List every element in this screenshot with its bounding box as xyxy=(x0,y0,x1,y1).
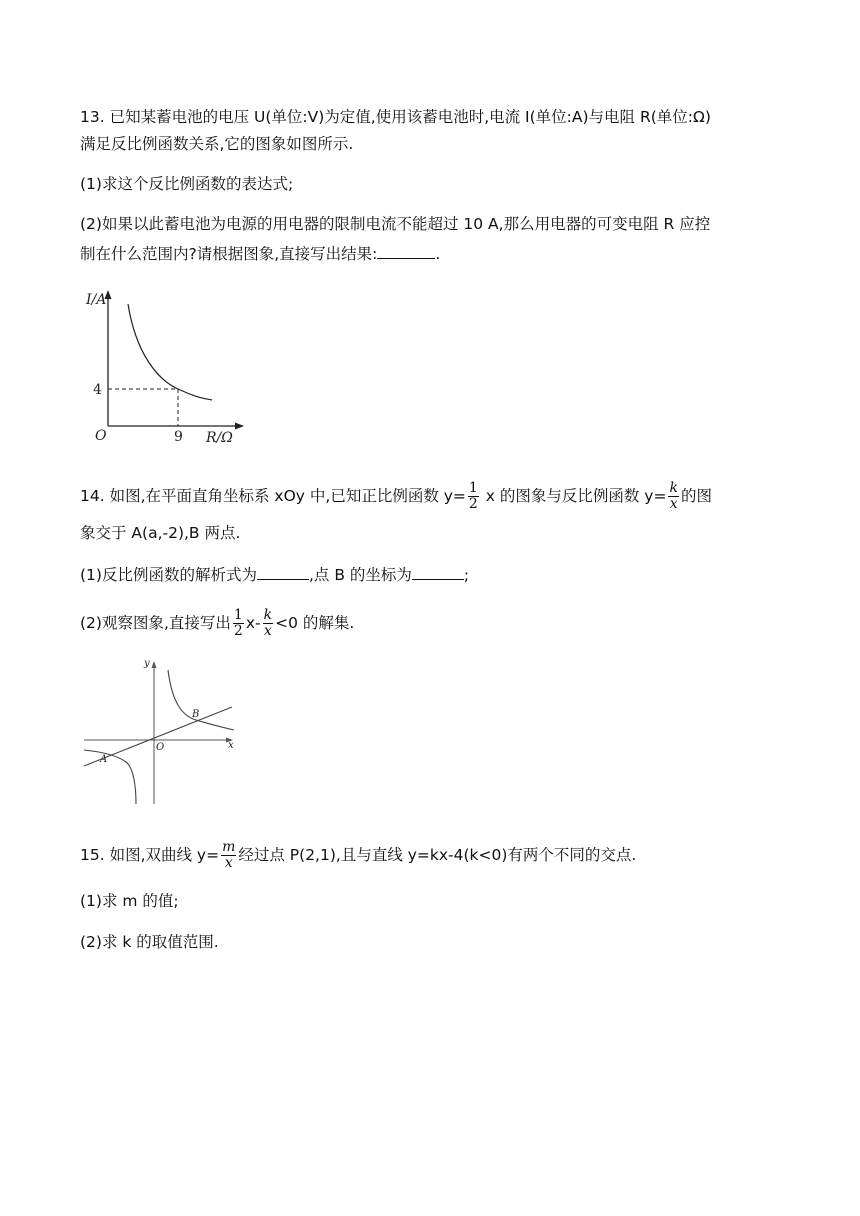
q13-part2-end: . xyxy=(435,245,441,263)
fraction-k-over-x xyxy=(263,608,273,639)
answer-blank xyxy=(257,561,309,580)
fraction-denominator: 2 xyxy=(233,623,243,639)
x-tick-label: 9 xyxy=(174,429,183,445)
fraction-denominator: 2 xyxy=(468,496,478,512)
y-axis-arrow xyxy=(152,661,157,668)
q13-part2-line1: (2)如果以此蓄电池为电源的用电器的限制电流不能超过 10 A,那么用电器的可变电阻 R 应控 xyxy=(80,215,711,233)
fraction-one-half xyxy=(468,481,479,512)
q13-part1: (1)求这个反比例函数的表达式; xyxy=(80,175,294,193)
fraction-numerator: k xyxy=(669,480,678,496)
q14-text-a: 14. 如图,在平面直角坐标系 xOy 中,已知正比例函数 y= xyxy=(80,487,466,505)
q14-graph xyxy=(82,656,242,808)
hyperbola-curve xyxy=(128,304,212,400)
y-tick-label: 4 xyxy=(93,382,102,398)
q15-text-b: 经过点 P(2,1),且与直线 y=kx-4(k<0)有两个不同的交点. xyxy=(238,846,637,864)
y-axis-label: I/A xyxy=(86,292,107,308)
q14-part2 xyxy=(80,608,354,639)
q15-part1: (1)求 m 的值; xyxy=(80,892,179,910)
q14-line2: 象交于 A(a,-2),B 两点. xyxy=(80,524,241,542)
q15-part2: (2)求 k 的取值范围. xyxy=(80,933,219,951)
hyperbola-branch-right xyxy=(168,670,234,730)
q14-part2-text-b: x- xyxy=(245,614,261,632)
fraction-denominator: x xyxy=(224,855,233,871)
origin-label: O xyxy=(156,742,165,753)
q14-text-c: 的图 xyxy=(680,487,712,505)
q14-part2-text-c: <0 的解集. xyxy=(275,614,355,632)
fraction-numerator: k xyxy=(263,607,273,623)
fraction-numerator: 1 xyxy=(233,607,243,623)
x-axis-label: R/Ω xyxy=(206,430,233,446)
q14-line1 xyxy=(80,481,712,512)
y-axis-label: y xyxy=(144,658,150,669)
fraction-denominator: x xyxy=(669,496,678,512)
fraction-m-over-x xyxy=(221,840,236,871)
x-axis-label: x xyxy=(228,740,234,751)
q14-part1-text-a: (1)反比例函数的解析式为 xyxy=(80,566,257,584)
q13-part2-line2 xyxy=(80,240,440,266)
x-axis-arrow xyxy=(235,423,244,430)
hyperbola-branch-left xyxy=(84,750,136,804)
q13-graph xyxy=(80,284,250,446)
q13-line1: 13. 已知某蓄电池的电压 U(单位:V)为定值,使用该蓄电池时,电流 I(单位:A)与电阻 R(单位:Ω) xyxy=(80,108,711,126)
q14-part1 xyxy=(80,561,469,587)
answer-blank xyxy=(377,240,435,259)
answer-blank xyxy=(412,561,464,580)
fraction-numerator: 1 xyxy=(468,480,478,496)
origin-label: O xyxy=(95,428,107,444)
q14-part1-text-b: ,点 B 的坐标为 xyxy=(308,566,412,584)
q14-text-b: x 的图象与反比例函数 y= xyxy=(485,487,667,505)
q15-text-a: 15. 如图,双曲线 y= xyxy=(80,846,220,864)
q14-part1-text-c: ; xyxy=(463,566,470,584)
q13-part2-text: 制在什么范围内?请根据图象,直接写出结果: xyxy=(80,245,378,263)
point-b-label: B xyxy=(192,709,200,720)
q15-line1 xyxy=(80,840,636,871)
fraction-numerator: m xyxy=(222,839,236,855)
point-a-label: A xyxy=(100,754,108,765)
fraction-one-half xyxy=(233,608,244,639)
q13-line2: 满足反比例函数关系,它的图象如图所示. xyxy=(80,135,354,153)
fraction-denominator: x xyxy=(263,623,272,639)
fraction-k-over-x xyxy=(668,481,678,512)
q14-part2-text-a: (2)观察图象,直接写出 xyxy=(80,614,231,632)
